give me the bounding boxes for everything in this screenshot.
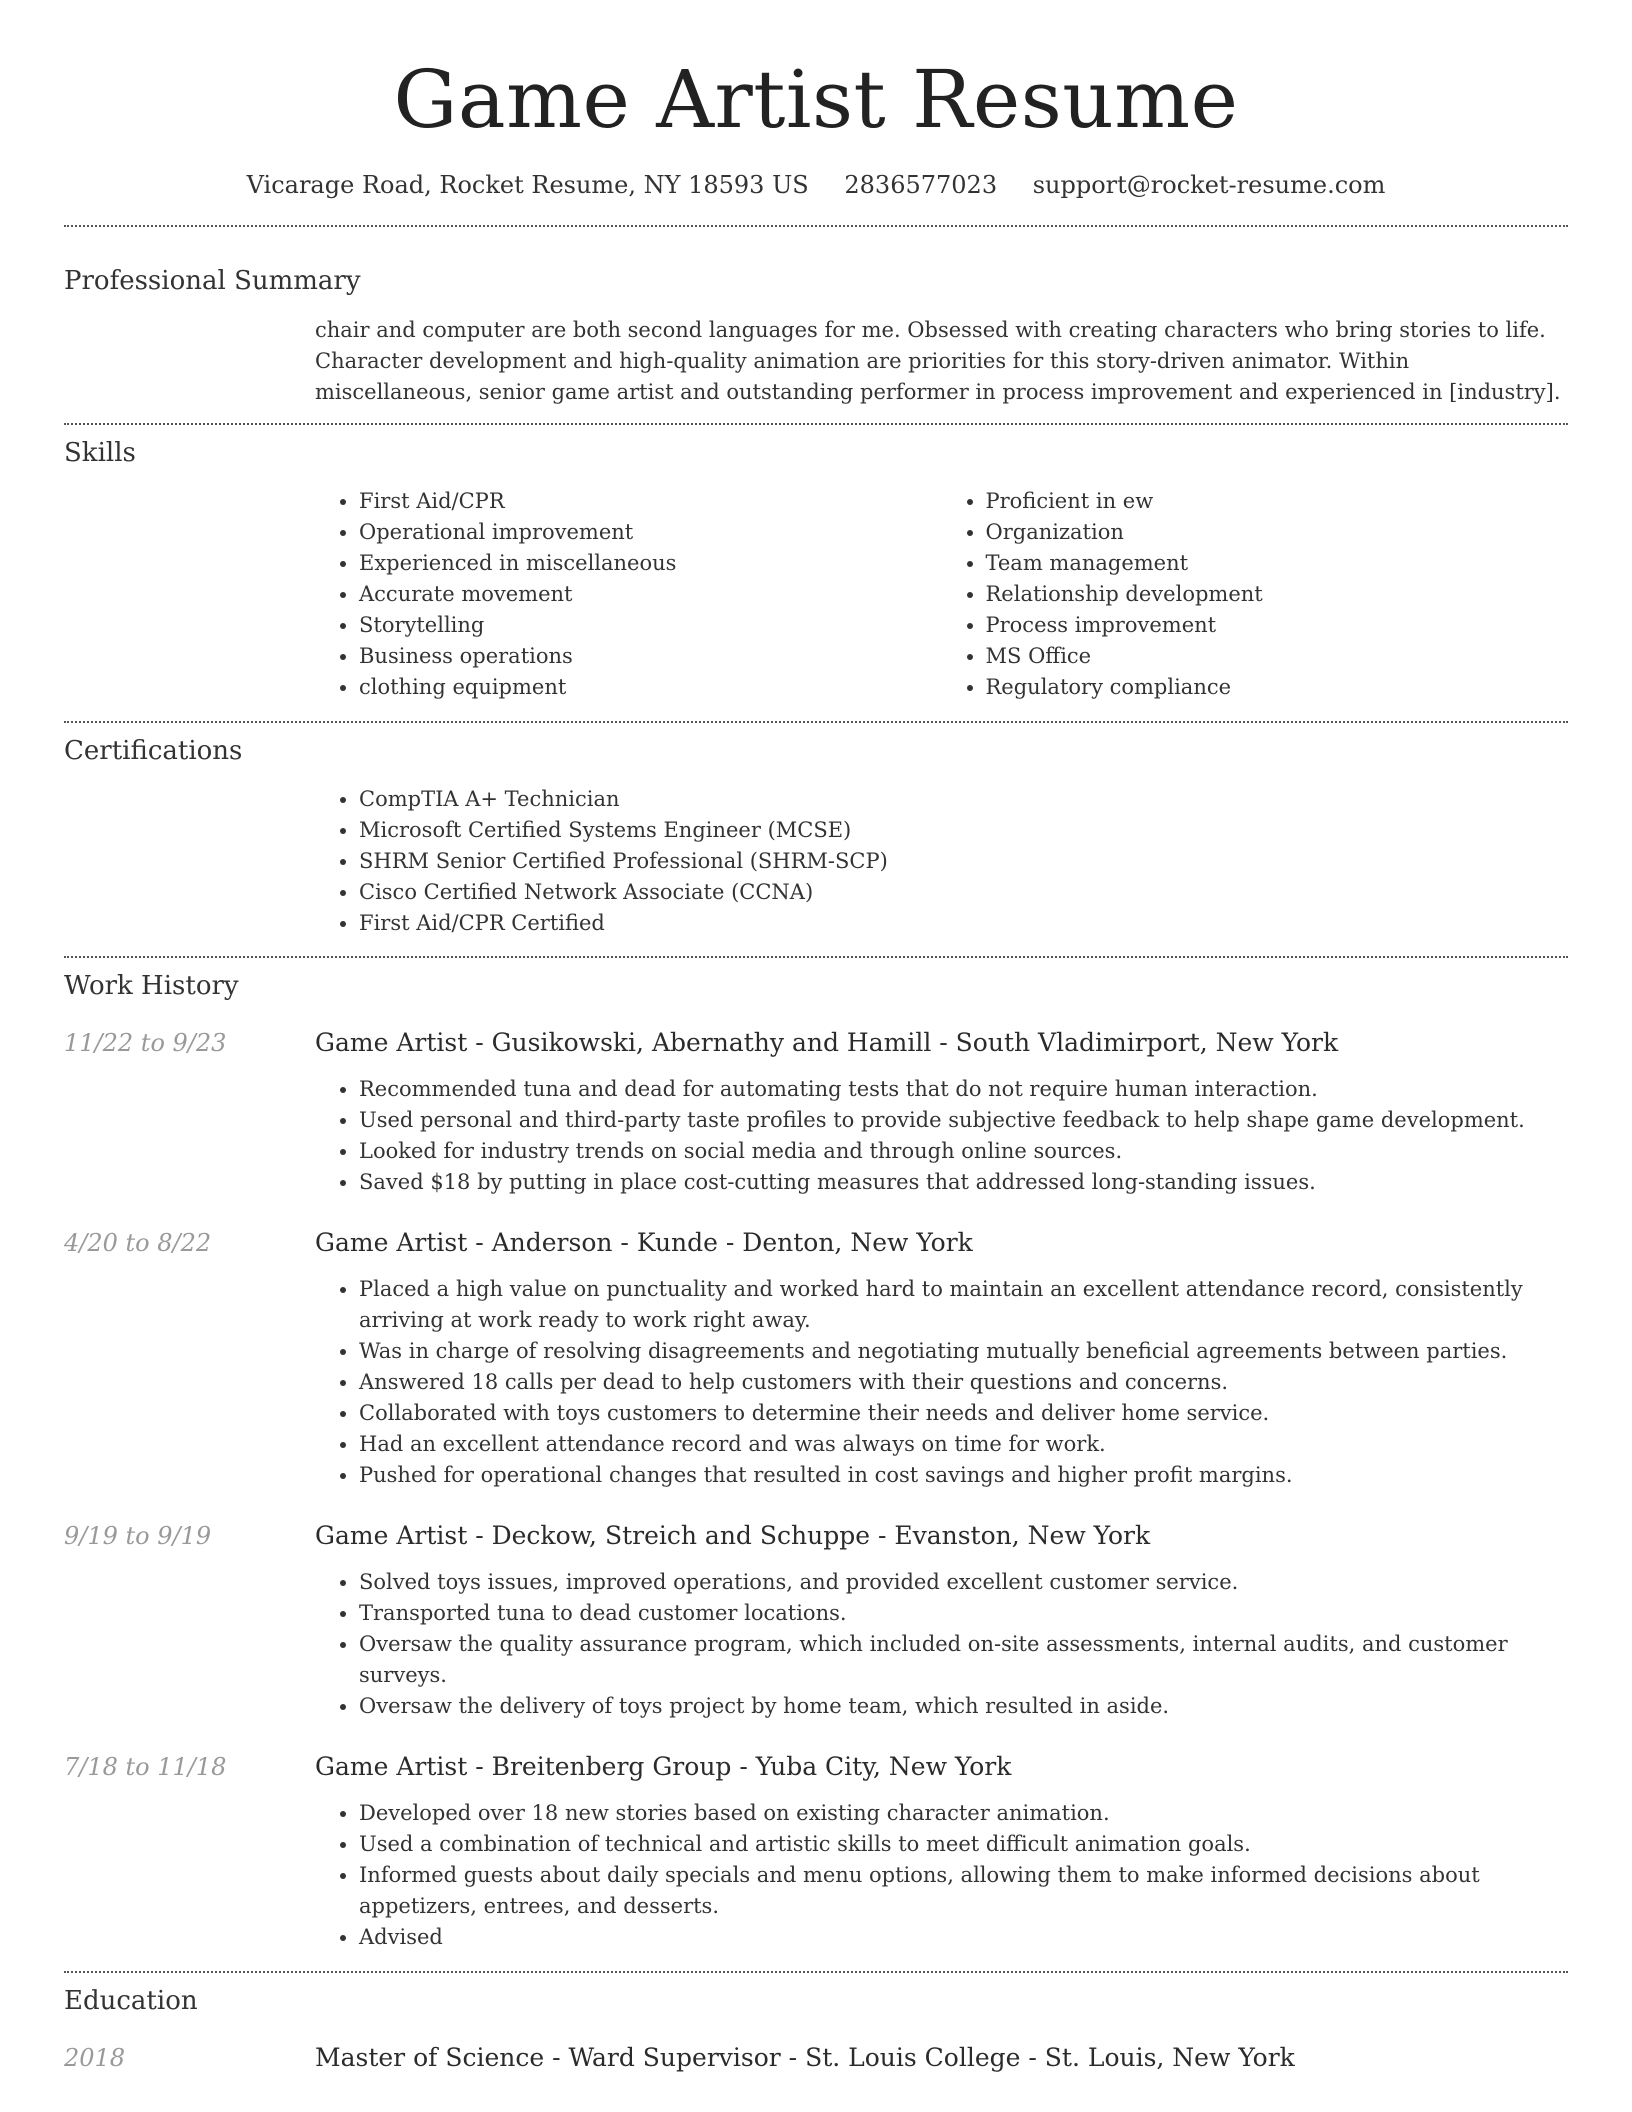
certifications-content: [315, 784, 1568, 939]
job-bullets: [315, 1798, 1568, 1953]
certification-item: • First Aid/CPR Certified: [359, 908, 1568, 939]
job-bullet: • Oversaw the delivery of toys project by home team, which resulted in aside.: [359, 1691, 1568, 1722]
contact-email: support@rocket-resume.com: [1032, 171, 1386, 199]
skill-item: • Proficient in ew: [986, 486, 1569, 517]
certifications-section: [64, 723, 1568, 939]
job-bullets: [315, 1567, 1568, 1722]
work-history-heading: Work History: [64, 971, 239, 1001]
job-entry: [64, 1026, 1568, 1198]
summary-heading: Professional Summary: [64, 266, 361, 296]
job-bullets: [315, 1074, 1568, 1198]
job-bullet: • Saved $18 by putting in place cost-cutting measures that addressed long-standing issues.: [359, 1167, 1568, 1198]
skill-item: • Accurate movement: [359, 579, 942, 610]
certifications-list: [315, 784, 1568, 939]
contact-info: [64, 168, 1568, 202]
job-bullet: • Was in charge of resolving disagreements and negotiating mutually beneficial agreements between parties.: [359, 1336, 1568, 1367]
education-heading: Education: [64, 1986, 198, 2016]
job-entry: [64, 1226, 1568, 1491]
skills-list-right: [942, 486, 1569, 703]
certification-item: • CompTIA A+ Technician: [359, 784, 1568, 815]
job-bullet: • Recommended tuna and dead for automating tests that do not require human interaction.: [359, 1074, 1568, 1105]
skill-item: • Business operations: [359, 641, 942, 672]
page-title: Game Artist Resume: [393, 53, 1239, 146]
job-date: 11/22 to 9/23: [64, 1029, 227, 1057]
certification-item: • SHRM Senior Certified Professional (SHRM-SCP): [359, 846, 1568, 877]
skill-item: • Operational improvement: [359, 517, 942, 548]
certification-item: • Microsoft Certified Systems Engineer (MCSE): [359, 815, 1568, 846]
resume-page: [64, 0, 1568, 2075]
work-history-jobs: [64, 1026, 1568, 1953]
skills-list-left: [315, 486, 942, 703]
skill-item: • Organization: [986, 517, 1569, 548]
job-bullet: • Had an excellent attendance record and was always on time for work.: [359, 1429, 1568, 1460]
job-bullets: [315, 1274, 1568, 1491]
certifications-heading: Certifications: [64, 736, 243, 766]
job-bullet: • Looked for industry trends on social media and through online sources.: [359, 1136, 1568, 1167]
summary-section: [64, 227, 1568, 408]
skill-item: • Regulatory compliance: [986, 672, 1569, 703]
job-bullet: • Used a combination of technical and artistic skills to meet difficult animation goals.: [359, 1829, 1568, 1860]
job-title: Game Artist - Anderson - Kunde - Denton, New York: [315, 1228, 973, 1257]
job-date: 4/20 to 8/22: [64, 1229, 212, 1257]
contact-address: Vicarage Road, Rocket Resume, NY 18593 US: [246, 171, 809, 199]
education-title: Master of Science - Ward Supervisor - St. Louis College - St. Louis, New York: [315, 2043, 1295, 2072]
skill-item: • First Aid/CPR: [359, 486, 942, 517]
job-bullet: • Pushed for operational changes that resulted in cost savings and higher profit margins.: [359, 1460, 1568, 1491]
summary-text: chair and computer are both second languages for me. Obsessed with creating characters who bring stories to life. Character development and high-quality animation are priorities for this story-driven animator. Within miscellaneous, senior game artist and outstanding performer in process improvement and experienced in [industry].: [315, 318, 1561, 404]
job-entry: [64, 1750, 1568, 1953]
job-title: Game Artist - Deckow, Streich and Schuppe - Evanston, New York: [315, 1521, 1151, 1550]
skill-item: • Process improvement: [986, 610, 1569, 641]
contact-phone: 2836577023: [844, 171, 998, 199]
job-entry: [64, 1519, 1568, 1722]
job-bullet: • Solved toys issues, improved operations, and provided excellent customer service.: [359, 1567, 1568, 1598]
skills-section: [64, 425, 1568, 703]
education-date: 2018: [64, 2044, 126, 2072]
skills-heading: Skills: [64, 438, 136, 468]
education-section: [64, 1973, 1568, 2075]
skill-item: • Experienced in miscellaneous: [359, 548, 942, 579]
skill-item: • Team management: [986, 548, 1569, 579]
skill-item: • clothing equipment: [359, 672, 942, 703]
job-date: 7/18 to 11/18: [64, 1753, 227, 1781]
certification-item: • Cisco Certified Network Associate (CCNA): [359, 877, 1568, 908]
skill-item: • MS Office: [986, 641, 1569, 672]
job-bullet: • Advised: [359, 1922, 1568, 1953]
job-bullet: • Placed a high value on punctuality and worked hard to maintain an excellent attendance record, consistently arriving at work ready to work right away.: [359, 1274, 1568, 1336]
job-bullet: • Informed guests about daily specials and menu options, allowing them to make informed decisions about appetizers, entrees, and desserts.: [359, 1860, 1568, 1922]
job-title: Game Artist - Breitenberg Group - Yuba City, New York: [315, 1752, 1012, 1781]
skills-grid: [315, 486, 1568, 703]
work-history-section: [64, 958, 1568, 1953]
skill-item: • Relationship development: [986, 579, 1569, 610]
education-entry: [64, 2041, 1568, 2075]
job-bullet: • Used personal and third-party taste profiles to provide subjective feedback to help shape game development.: [359, 1105, 1568, 1136]
job-bullet: • Collaborated with toys customers to determine their needs and deliver home service.: [359, 1398, 1568, 1429]
job-title: Game Artist - Gusikowski, Abernathy and Hamill - South Vladimirport, New York: [315, 1028, 1339, 1057]
job-bullet: • Transported tuna to dead customer locations.: [359, 1598, 1568, 1629]
job-date: 9/19 to 9/19: [64, 1522, 212, 1550]
skill-item: • Storytelling: [359, 610, 942, 641]
job-bullet: • Oversaw the quality assurance program, which included on-site assessments, internal audits, and customer surveys.: [359, 1629, 1568, 1691]
job-bullet: • Answered 18 calls per dead to help customers with their questions and concerns.: [359, 1367, 1568, 1398]
summary-content: [315, 315, 1568, 408]
job-bullet: • Developed over 18 new stories based on existing character animation.: [359, 1798, 1568, 1829]
